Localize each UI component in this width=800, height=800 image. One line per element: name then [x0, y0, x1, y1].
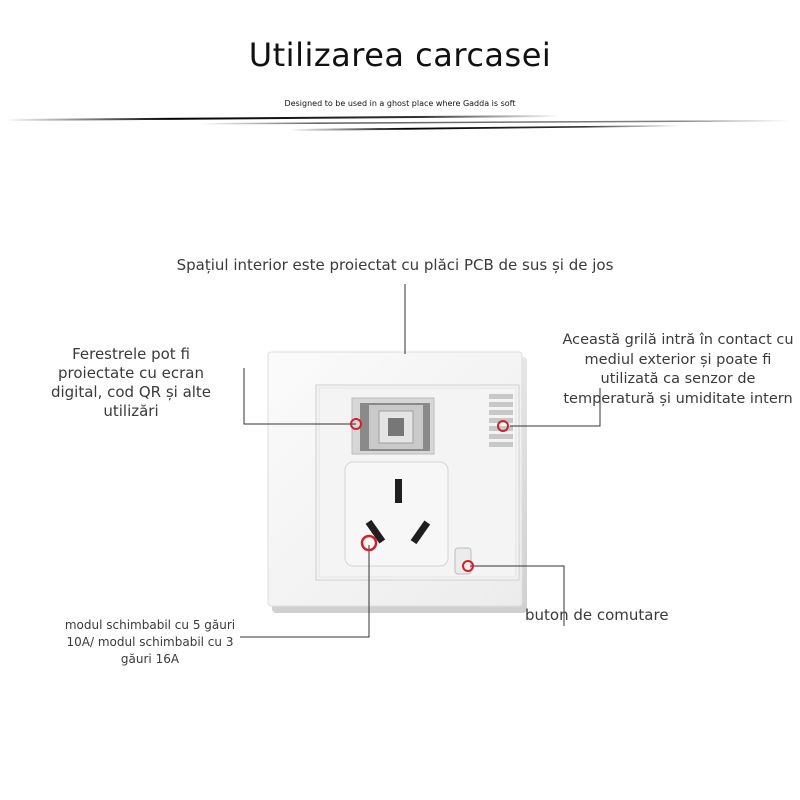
- outlet-module: [345, 462, 448, 566]
- callout-left-window: Ferestrele pot fi proiectate cu ecran digital, cod QR și alte utilizări: [50, 345, 212, 420]
- callout-top-pcb: Spațiul interior este proiectat cu plăci PCB de sus și de jos: [176, 256, 614, 274]
- page-subtitle: Designed to be used in a ghost place where Gadda is soft: [284, 99, 516, 108]
- callout-bottom-module: modul schimbabil cu 5 găuri 10A/ modul schimbabil cu 3 găuri 16A: [64, 618, 236, 666]
- callout-switch-button: buton de comutare: [525, 606, 669, 624]
- page-title: Utilizarea carcasei: [248, 36, 552, 74]
- callout-right-grille: Această grilă intră în contact cu mediul exterior și poate fi utilizată ca senzor de temperatură și umiditate intern: [562, 332, 794, 407]
- window-module: [352, 398, 434, 454]
